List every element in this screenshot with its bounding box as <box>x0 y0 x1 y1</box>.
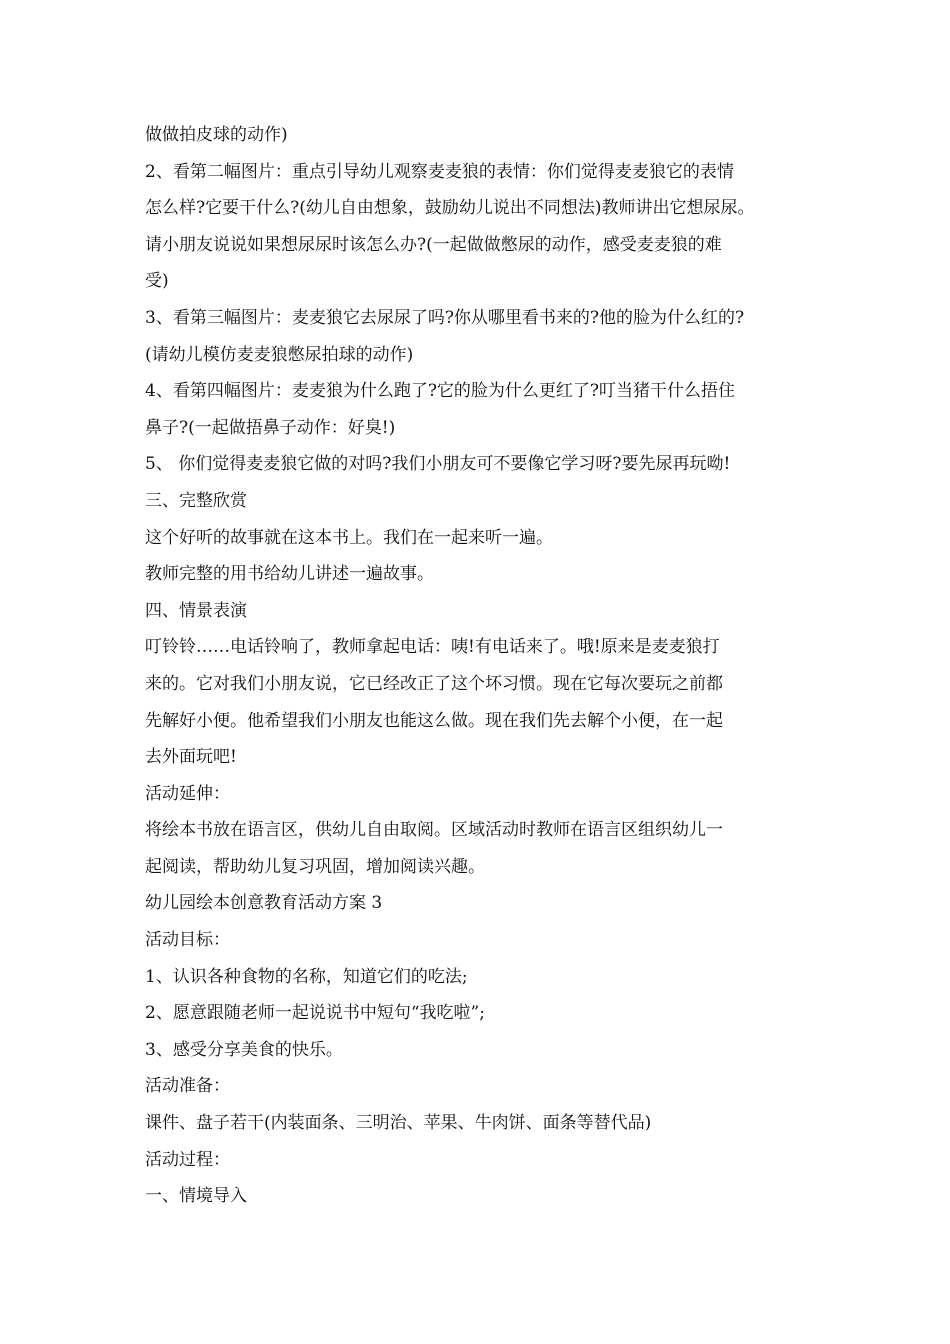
section-heading: 四、情景表演 <box>145 600 247 621</box>
document-body <box>145 117 825 1215</box>
text-line: 先解好小便。他希望我们小朋友也能这么做。现在我们先去解个小便，在一起 <box>145 710 723 731</box>
plan-title: 幼儿园绘本创意教育活动方案 3 <box>145 893 383 914</box>
text-line: 鼻子?(一起做捂鼻子动作：好臭!) <box>145 417 396 438</box>
text-line: 5、 你们觉得麦麦狼它做的对吗?我们小朋友可不要像它学习呀?要先尿再玩呦! <box>145 454 731 475</box>
text-line: (请幼儿模仿麦麦狼憋尿拍球的动作) <box>145 344 414 365</box>
text-line: 3、看第三幅图片：麦麦狼它去尿尿了吗?你从哪里看书来的?他的脸为什么红的? <box>145 307 745 328</box>
text-line: 起阅读，帮助幼儿复习巩固，增加阅读兴趣。 <box>145 856 485 877</box>
text-line: 1、认识各种食物的名称，知道它们的吃法; <box>145 966 468 987</box>
text-line: 叮铃铃……电话铃响了，教师拿起电话：咦!有电话来了。哦!原来是麦麦狼打 <box>145 637 720 658</box>
section-heading: 三、完整欣赏 <box>145 490 247 511</box>
text-line: 2、看第二幅图片：重点引导幼儿观察麦麦狼的表情：你们觉得麦麦狼它的表情 <box>145 161 734 182</box>
text-line: 这个好听的故事就在这本书上。我们在一起来听一遍。 <box>145 527 553 548</box>
text-line: 去外面玩吧! <box>145 747 237 768</box>
section-heading: 活动目标： <box>145 930 230 951</box>
section-heading: 活动过程： <box>145 1149 230 1170</box>
text-line: 3、感受分享美食的快乐。 <box>145 1039 343 1060</box>
text-line: 怎么样?它要干什么?(幼儿自由想象，鼓励幼儿说出不同想法)教师讲出它想尿尿。 <box>145 198 755 219</box>
section-heading: 活动延伸： <box>145 783 230 804</box>
text-line: 将绘本书放在语言区，供幼儿自由取阅。区域活动时教师在语言区组织幼儿一 <box>145 820 723 841</box>
text-line: 2、愿意跟随老师一起说说书中短句“我吃啦”; <box>145 1003 485 1024</box>
text-line: 4、看第四幅图片：麦麦狼为什么跑了?它的脸为什么更红了?叮当猪干什么捂住 <box>145 381 736 402</box>
text-line: 课件、盘子若干(内装面条、三明治、苹果、牛肉饼、面条等替代品) <box>145 1113 652 1134</box>
text-line: 教师完整的用书给幼儿讲述一遍故事。 <box>145 564 434 585</box>
text-line: 来的。它对我们小朋友说，它已经改正了这个坏习惯。现在它每次要玩之前都 <box>145 673 723 694</box>
text-line: 做做拍皮球的动作) <box>145 125 288 145</box>
text-line: 受) <box>145 271 169 292</box>
section-heading: 活动准备： <box>145 1076 230 1097</box>
section-heading: 一、情境导入 <box>145 1186 247 1207</box>
text-line: 请小朋友说说如果想尿尿时该怎么办?(一起做做憋尿的动作，感受麦麦狼的难 <box>145 234 722 255</box>
